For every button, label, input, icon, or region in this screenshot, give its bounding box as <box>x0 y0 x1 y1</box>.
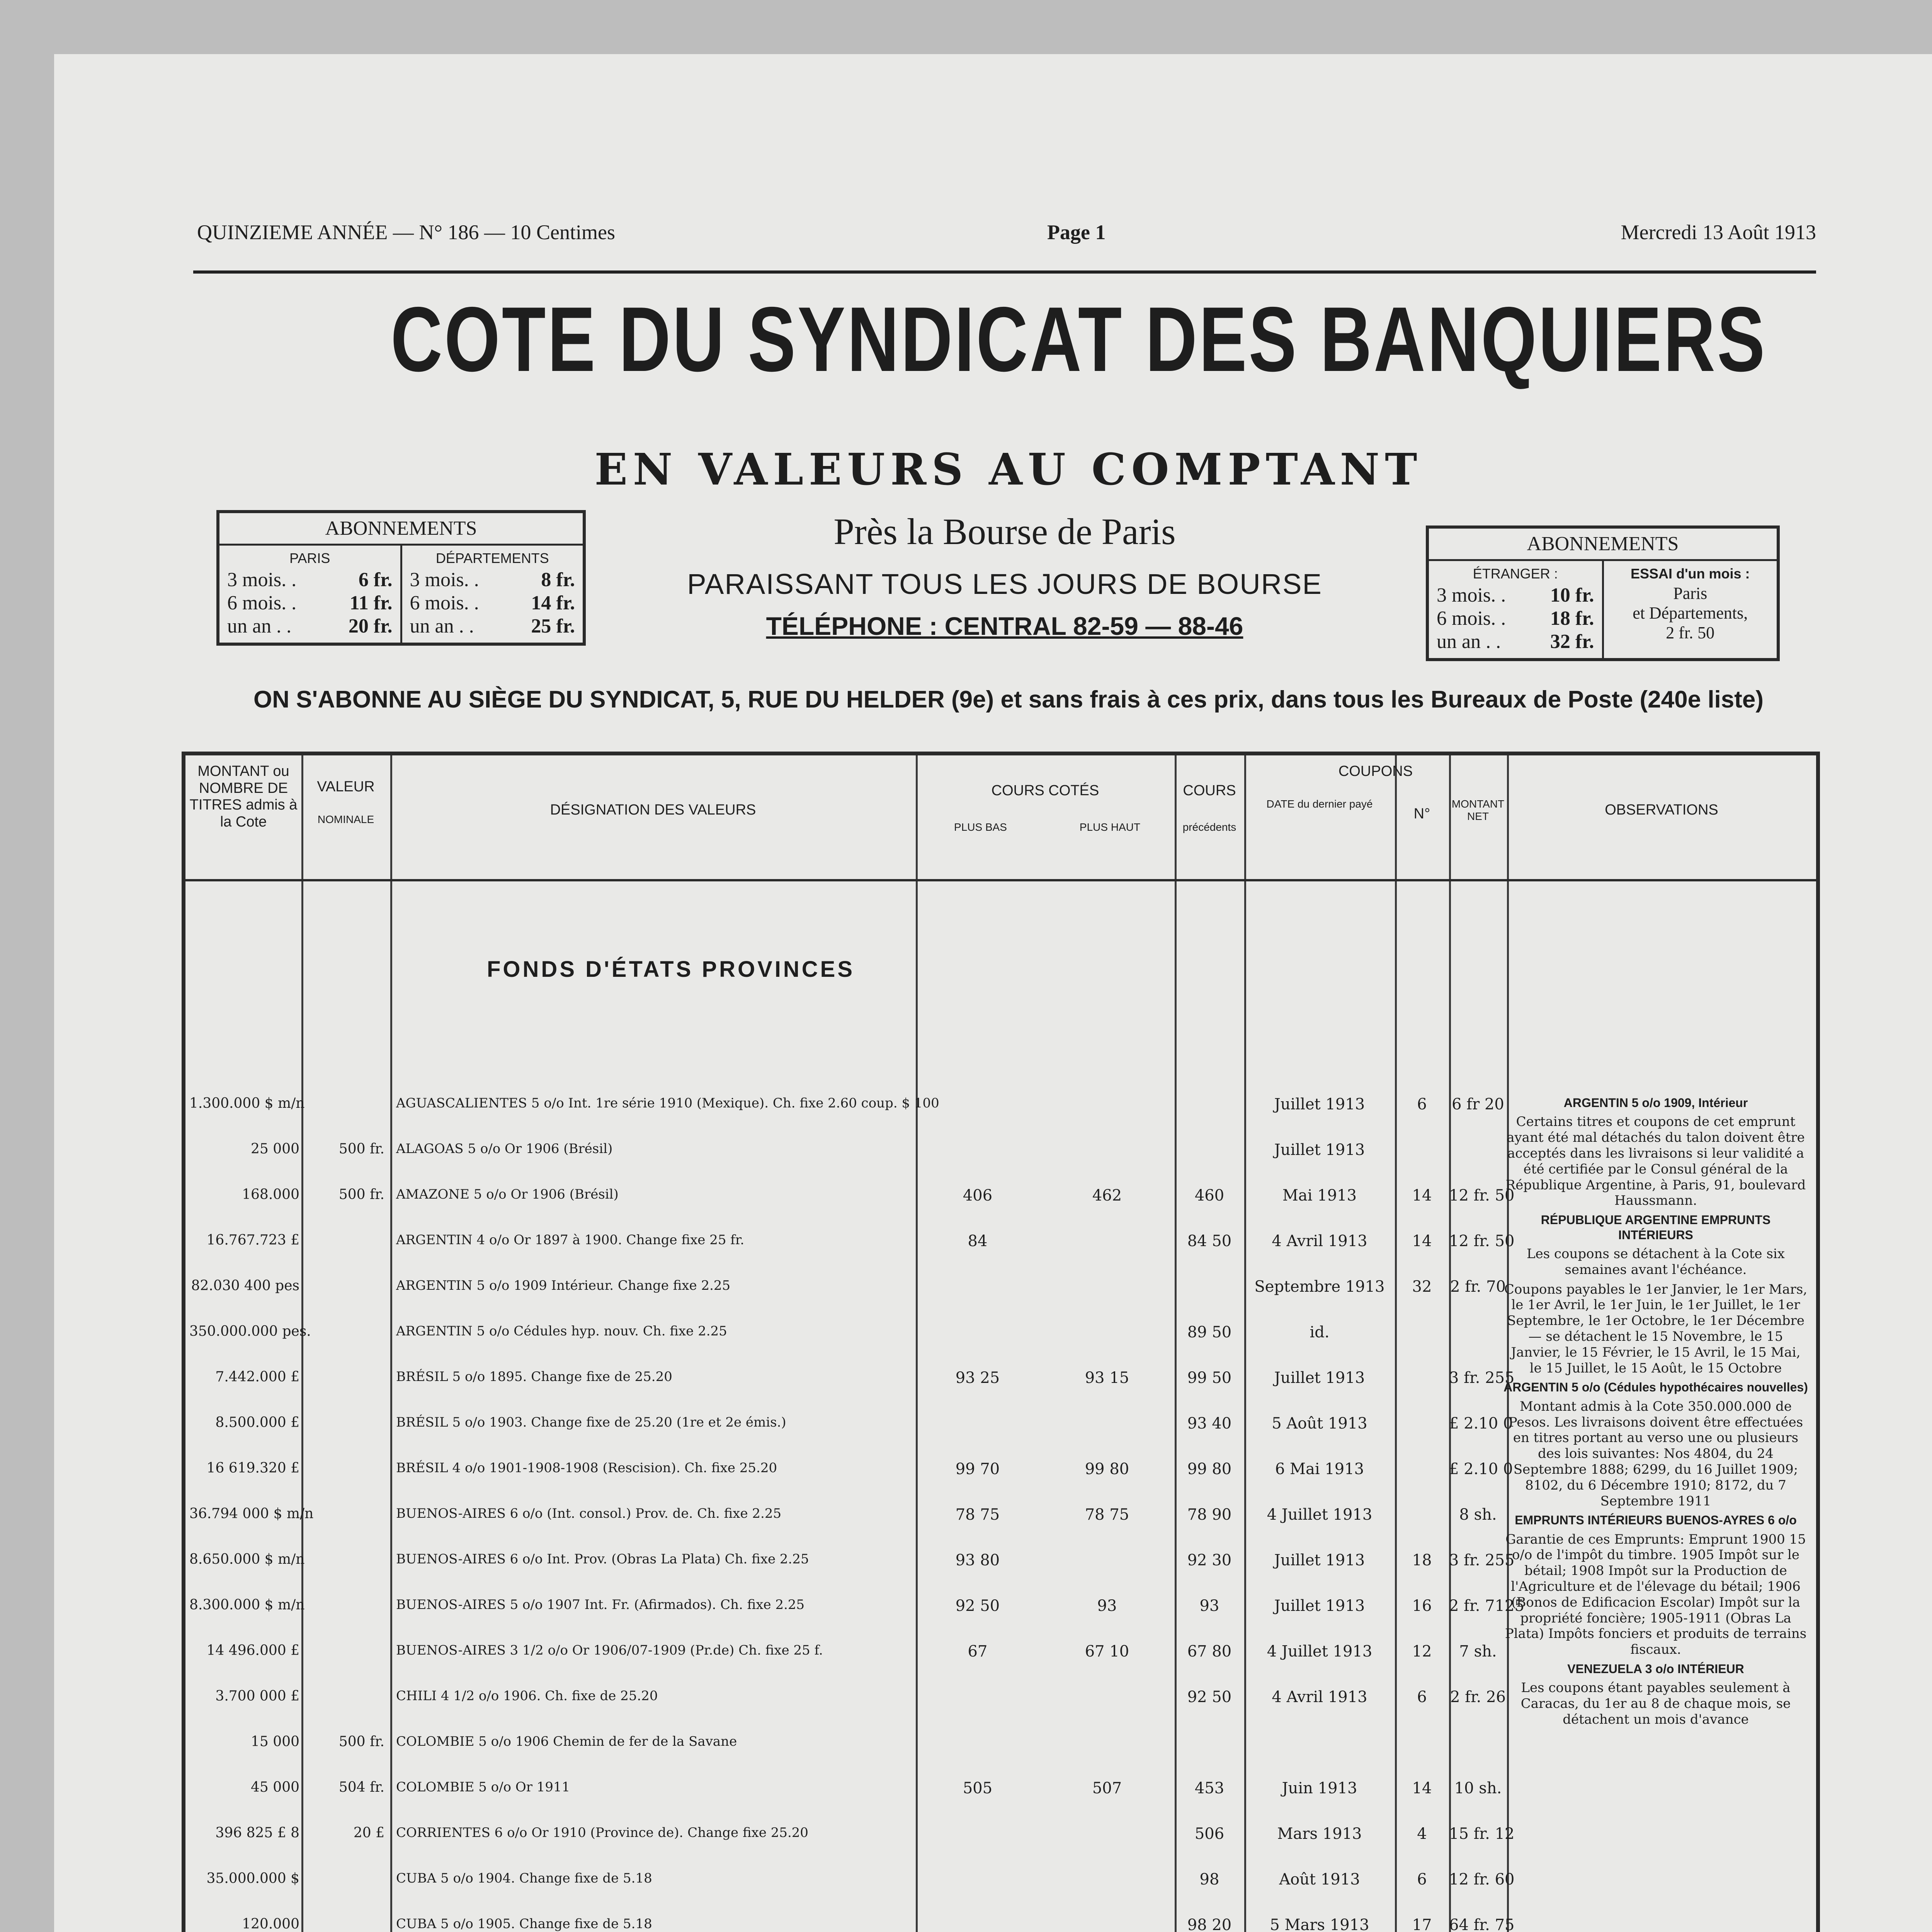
cell-designation: ARGENTIN 5 o/o Cédules hyp. nouv. Ch. fixe 2.25 <box>396 1323 727 1339</box>
price: 6 fr. <box>358 569 393 591</box>
price: 11 fr. <box>349 592 393 614</box>
header-cours-cotes: COURS COTÉS <box>991 782 1099 799</box>
cell-prec: 84 50 <box>1187 1232 1232 1250</box>
cell-haut: 78 75 <box>1085 1506 1129 1524</box>
cell-prec: 98 20 <box>1187 1916 1232 1932</box>
cell-designation: CUBA 5 o/o 1904. Change fixe de 5.18 <box>396 1871 652 1886</box>
period: 3 mois. . <box>410 569 479 591</box>
cell-valeur: 500 fr. <box>338 1141 384 1157</box>
subscription-paris <box>219 546 400 643</box>
cell-montant: 36.794 000 $ m/n <box>189 1506 314 1522</box>
header-valeur: VALEUR <box>317 779 375 795</box>
cell-net: 2 fr. 26 <box>1450 1688 1506 1706</box>
cell-montant: 8.500.000 £ <box>215 1415 299 1430</box>
price: 10 fr. <box>1550 584 1594 607</box>
place-line: Près la Bourse de Paris <box>833 511 1176 552</box>
cell-net: 15 fr. 12 <box>1449 1825 1515 1843</box>
subscription-box-left <box>216 510 586 646</box>
cell-prec: 78 90 <box>1187 1506 1232 1524</box>
cell-designation: BUENOS-AIRES 6 o/o Int. Prov. (Obras La Plata) Ch. fixe 2.25 <box>396 1551 809 1567</box>
table-header <box>185 755 1816 881</box>
header-montant: MONTANT ou NOMBRE DE TITRES admis à la Cote <box>189 763 298 830</box>
cell-net: 3 fr. 255 <box>1449 1369 1515 1387</box>
cell-date: 5 Août 1913 <box>1272 1415 1367 1432</box>
subscription-departements <box>400 546 583 643</box>
quotation-table <box>182 752 1820 1932</box>
cell-haut: 462 <box>1092 1187 1122 1204</box>
period: 6 mois. . <box>227 592 297 614</box>
cell-montant: 120.000 <box>242 1916 299 1932</box>
cell-net: £ 2.10 0 <box>1449 1460 1513 1478</box>
cell-prec: 67 80 <box>1187 1643 1232 1660</box>
cell-bas: 84 <box>968 1232 988 1250</box>
cell-date: Mai 1913 <box>1282 1187 1357 1204</box>
price: 14 fr. <box>531 592 575 614</box>
cell-designation: CUBA 5 o/o 1905. Change fixe de 5.18 <box>396 1916 652 1932</box>
observation-heading: ARGENTIN 5 o/o 1909, Intérieur <box>1563 1096 1748 1110</box>
cell-net: 7 sh. <box>1459 1643 1497 1660</box>
cell-net: 6 fr 20 <box>1452 1095 1504 1113</box>
table-row <box>185 1825 1816 1847</box>
price: 8 fr. <box>541 569 575 591</box>
cell-prec: 92 30 <box>1187 1551 1232 1569</box>
cell-date: 5 Mars 1913 <box>1270 1916 1369 1932</box>
essai-label: ESSAI d'un mois : <box>1630 566 1750 582</box>
observation-heading: VENEZUELA 3 o/o INTÉRIEUR <box>1567 1662 1744 1676</box>
cell-designation: COLOMBIE 5 o/o 1906 Chemin de fer de la Savane <box>396 1734 737 1749</box>
essai-line: Paris <box>1673 584 1708 603</box>
subscription-box-right <box>1426 526 1780 661</box>
issue-date: Mercredi 13 Août 1913 <box>1621 221 1816 244</box>
observation-text: Garantie de ces Emprunts: Emprunt 1900 15 o/o de l'impôt du timbre. 1905 Impôt sur le bétail; 1908 Impôt sur la Production de l'Agriculture et de l'élevage du bétail; 1906 (Bonos de Edificacion Escolar) Impôt sur la propriété foncière; 1905-1911 (Obras La Plata) Impôts fonciers et produits de terrains fiscaux. <box>1505 1531 1807 1658</box>
page-title: COTE DU SYNDICAT DES BANQUIERS <box>391 288 1767 391</box>
cell-montant: 350.000.000 pes. <box>189 1323 311 1339</box>
cell-no: 14 <box>1412 1232 1432 1250</box>
etranger-label: ÉTRANGER : <box>1473 566 1558 582</box>
telephone-line: TÉLÉPHONE : CENTRAL 82-59 — 88-46 <box>766 612 1243 640</box>
cell-haut: 99 80 <box>1085 1460 1129 1478</box>
observation-heading: ARGENTIN 5 o/o (Cédules hypothécaires nouvelles) <box>1503 1380 1808 1395</box>
subscription-heading: ABONNEMENTS <box>219 513 583 546</box>
cell-date: Septembre 1913 <box>1254 1278 1385 1296</box>
cell-valeur: 20 £ <box>353 1825 384 1841</box>
table-row <box>185 1779 1816 1801</box>
cell-no: 12 <box>1412 1643 1432 1660</box>
price: 18 fr. <box>1550 607 1594 630</box>
header-plus-haut: PLUS HAUT <box>1079 821 1141 833</box>
cell-designation: ARGENTIN 5 o/o 1909 Intérieur. Change fixe 2.25 <box>396 1278 731 1293</box>
observation-heading: EMPRUNTS INTÉRIEURS BUENOS-AYRES 6 o/o <box>1515 1513 1797 1527</box>
paris-label: PARIS <box>289 550 330 566</box>
header-precedents: précédents <box>1182 821 1236 833</box>
cell-prec: 93 <box>1199 1597 1219 1615</box>
header-plus-bas: PLUS BAS <box>954 821 1007 833</box>
title-center-block <box>618 502 1391 641</box>
cell-date: 4 Juillet 1913 <box>1267 1643 1372 1660</box>
period: un an . . <box>410 615 474 637</box>
cell-date: Juillet 1913 <box>1274 1597 1365 1615</box>
cell-haut: 93 <box>1097 1597 1117 1615</box>
subscription-etranger <box>1429 561 1602 658</box>
header-date-dernier: DATE du dernier payé <box>1266 798 1373 810</box>
cell-date: 4 Juillet 1913 <box>1267 1506 1372 1524</box>
cell-valeur: 500 fr. <box>338 1734 384 1750</box>
cell-net: 12 fr. 50 <box>1449 1232 1515 1250</box>
subscribe-notice: ON S'ABONNE AU SIÈGE DU SYNDICAT, 5, RUE DU HELDER (9e) et sans frais à ces prix, dans tous les Bureaux de Poste (240e liste) <box>253 686 1764 713</box>
cell-no: 6 <box>1417 1095 1427 1113</box>
cell-designation: ALAGOAS 5 o/o Or 1906 (Brésil) <box>396 1141 613 1156</box>
period: 3 mois. . <box>227 569 297 591</box>
cell-bas: 78 75 <box>955 1506 1000 1524</box>
cell-montant: 16 619.320 £ <box>206 1460 299 1476</box>
cell-net: 12 fr. 50 <box>1449 1187 1515 1204</box>
cell-designation: BRÉSIL 5 o/o 1903. Change fixe de 25.20 (1re et 2e émis.) <box>396 1415 786 1430</box>
essai-line: 2 fr. 50 <box>1666 623 1715 642</box>
cell-haut: 507 <box>1092 1779 1122 1797</box>
essai-line: et Départements, <box>1633 603 1748 622</box>
observations-column <box>1503 1095 1808 1731</box>
cell-net: 8 sh. <box>1459 1506 1497 1524</box>
cell-prec: 460 <box>1194 1187 1225 1204</box>
table-row <box>185 1916 1816 1932</box>
issue-number: QUINZIEME ANNÉE — N° 186 — 10 Centimes <box>197 221 615 244</box>
page-subtitle: EN VALEURS AU COMPTANT <box>594 444 1423 495</box>
cell-net: 12 fr. 60 <box>1449 1871 1515 1888</box>
price: 25 fr. <box>531 615 575 637</box>
cell-bas: 93 25 <box>955 1369 1000 1387</box>
cell-prec: 93 40 <box>1187 1415 1232 1432</box>
frequency-line: PARAISSANT TOUS LES JOURS DE BOURSE <box>687 568 1322 600</box>
cell-valeur: 504 fr. <box>338 1779 384 1795</box>
cell-designation: BRÉSIL 5 o/o 1895. Change fixe de 25.20 <box>396 1369 672 1384</box>
header-montant-net: MONTANT NET <box>1451 798 1505 823</box>
cell-prec: 506 <box>1194 1825 1225 1843</box>
cell-haut: 67 10 <box>1085 1643 1129 1660</box>
cell-montant: 8.650.000 $ m/n <box>189 1551 305 1567</box>
cell-montant: 8.300.000 $ m/n <box>189 1597 305 1613</box>
cell-bas: 67 <box>968 1643 988 1660</box>
cell-bas: 406 <box>963 1187 993 1204</box>
cell-montant: 15 000 <box>251 1734 299 1750</box>
cell-date: id. <box>1310 1323 1330 1341</box>
cell-montant: 14 496.000 £ <box>206 1643 299 1658</box>
period: 6 mois. . <box>410 592 479 614</box>
cell-montant: 25 000 <box>251 1141 299 1157</box>
observation-heading: RÉPUBLIQUE ARGENTINE EMPRUNTS INTÉRIEURS <box>1541 1213 1771 1242</box>
cell-designation: COLOMBIE 5 o/o Or 1911 <box>396 1779 570 1795</box>
period: 6 mois. . <box>1437 607 1506 630</box>
cell-no: 16 <box>1412 1597 1432 1615</box>
masthead-line <box>143 216 1816 263</box>
cell-net: £ 2.10 0 <box>1449 1415 1513 1432</box>
section-heading: FONDS D'ÉTATS PROVINCES <box>487 957 855 982</box>
cell-no: 17 <box>1412 1916 1432 1932</box>
observation-text: Les coupons se détachent à la Cote six semaines avant l'échéance. <box>1527 1246 1785 1277</box>
header-cours: COURS <box>1183 782 1236 799</box>
cell-no: 4 <box>1417 1825 1427 1843</box>
cell-prec: 89 50 <box>1187 1323 1232 1341</box>
cell-montant: 396 825 £ 8 <box>215 1825 299 1841</box>
cell-date: Juillet 1913 <box>1274 1369 1365 1387</box>
cell-net: 64 fr. 75 <box>1449 1916 1515 1932</box>
price: 20 fr. <box>348 615 393 637</box>
cell-designation: CORRIENTES 6 o/o Or 1910 (Province de). Change fixe 25.20 <box>396 1825 809 1840</box>
cell-designation: BRÉSIL 4 o/o 1901-1908-1908 (Rescision). Ch. fixe 25.20 <box>396 1460 777 1476</box>
cell-bas: 505 <box>963 1779 993 1797</box>
cell-date: Juillet 1913 <box>1274 1095 1365 1113</box>
cell-net: 2 fr. 7125 <box>1449 1597 1524 1615</box>
cell-designation: ARGENTIN 4 o/o Or 1897 à 1900. Change fixe 25 fr. <box>396 1232 745 1248</box>
cell-no: 32 <box>1412 1278 1432 1296</box>
cell-prec: 99 50 <box>1187 1369 1232 1387</box>
observation-text: Coupons payables le 1er Janvier, le 1er Mars, le 1er Avril, le 1er Juin, le 1er Juillet, le 1er Septembre, le 1er Octobre, le 1er Décembre — se détachent le 15 Novembre, le 15 Janvier, le 15 Février, le 15 Avril, le 15 Mai, le 15 Juillet, le 15 Août, le 15 Octobre <box>1504 1281 1808 1376</box>
subscription-heading: ABONNEMENTS <box>1429 529 1777 561</box>
cell-prec: 92 50 <box>1187 1688 1232 1706</box>
cell-valeur: 500 fr. <box>338 1187 384 1202</box>
cell-montant: 82.030 400 pes <box>191 1278 299 1294</box>
cell-montant: 16.767.723 £ <box>206 1232 299 1248</box>
observation-text: Certains titres et coupons de cet emprunt ayant été mal détachés du talon doivent être acceptés dans les livraisons si leur validité a été certifiée par le Consul général de la République Argentine, à Paris, 91, boulevard Haussmann. <box>1505 1114 1806 1209</box>
subscription-essai <box>1602 561 1777 658</box>
header-designation: DÉSIGNATION DES VALEURS <box>550 802 756 818</box>
table-row <box>185 1734 1816 1755</box>
cell-prec: 99 80 <box>1187 1460 1232 1478</box>
cell-no: 18 <box>1412 1551 1432 1569</box>
cell-montant: 1.300.000 $ m/n <box>189 1095 305 1111</box>
page-number: Page 1 <box>1047 221 1106 244</box>
header-nominale: NOMINALE <box>317 813 374 825</box>
cell-montant: 35.000.000 $ <box>206 1871 299 1886</box>
cell-designation: AMAZONE 5 o/o Or 1906 (Brésil) <box>396 1187 619 1202</box>
period: un an . . <box>1437 630 1501 653</box>
cell-net: 2 fr. 70 <box>1450 1278 1506 1296</box>
header-observations: OBSERVATIONS <box>1605 802 1718 818</box>
cell-date: 4 Avril 1913 <box>1272 1688 1367 1706</box>
cell-no: 6 <box>1417 1688 1427 1706</box>
cell-designation: BUENOS-AIRES 6 o/o (Int. consol.) Prov. de. Ch. fixe 2.25 <box>396 1506 782 1521</box>
header-coupons: COUPONS <box>1338 763 1413 779</box>
cell-prec: 453 <box>1194 1779 1225 1797</box>
header-numero: N° <box>1413 806 1430 822</box>
cell-net: 3 fr. 255 <box>1449 1551 1515 1569</box>
cell-montant: 45 000 <box>251 1779 299 1795</box>
cell-date: Juin 1913 <box>1282 1779 1357 1797</box>
cell-date: 4 Avril 1913 <box>1272 1232 1367 1250</box>
cell-montant: 3.700 000 £ <box>215 1688 299 1704</box>
table-row <box>185 1871 1816 1892</box>
cell-montant: 7.442.000 £ <box>215 1369 299 1385</box>
cell-date: Août 1913 <box>1279 1871 1360 1888</box>
cell-no: 14 <box>1412 1779 1432 1797</box>
cell-date: Juillet 1913 <box>1274 1141 1365 1159</box>
cell-bas: 92 50 <box>955 1597 1000 1615</box>
cell-prec: 98 <box>1199 1871 1219 1888</box>
cell-no: 14 <box>1412 1187 1432 1204</box>
cell-net: 10 sh. <box>1454 1779 1502 1797</box>
departements-label: DÉPARTEMENTS <box>435 550 549 566</box>
cell-no: 6 <box>1417 1871 1427 1888</box>
cell-designation: CHILI 4 1/2 o/o 1906. Ch. fixe de 25.20 <box>396 1688 658 1704</box>
cell-date: Mars 1913 <box>1277 1825 1362 1843</box>
observation-text: Montant admis à la Cote 350.000.000 de Pesos. Les livraisons doivent être effectuées en titres portant au verso une ou plusieurs des lois suivantes: Nos 4804, du 24 Septembre 1888; 6299, du 16 Juillet 1909; 8102, du 6 Décembre 1910; 8172, du 7 Septembre 1911 <box>1508 1398 1803 1509</box>
cell-bas: 93 80 <box>955 1551 1000 1569</box>
period: un an . . <box>227 615 292 637</box>
cell-designation: BUENOS-AIRES 5 o/o 1907 Int. Fr. (Afirmados). Ch. fixe 2.25 <box>396 1597 805 1612</box>
cell-haut: 93 15 <box>1085 1369 1129 1387</box>
cell-bas: 99 70 <box>955 1460 1000 1478</box>
masthead-rule <box>193 270 1816 274</box>
cell-montant: 168.000 <box>242 1187 299 1202</box>
cell-designation: BUENOS-AIRES 3 1/2 o/o Or 1906/07-1909 (Pr.de) Ch. fixe 25 f. <box>396 1643 823 1658</box>
period: 3 mois. . <box>1437 584 1506 607</box>
observation-text: Les coupons étant payables seulement à Caracas, du 1er au 8 de chaque mois, se détachent un mois d'avance <box>1520 1680 1791 1728</box>
cell-date: 6 Mai 1913 <box>1275 1460 1364 1478</box>
price: 32 fr. <box>1550 630 1594 653</box>
cell-date: Juillet 1913 <box>1274 1551 1365 1569</box>
cell-designation: AGUASCALIENTES 5 o/o Int. 1re série 1910 (Mexique). Ch. fixe 2.60 coup. $ 100 <box>396 1095 939 1111</box>
